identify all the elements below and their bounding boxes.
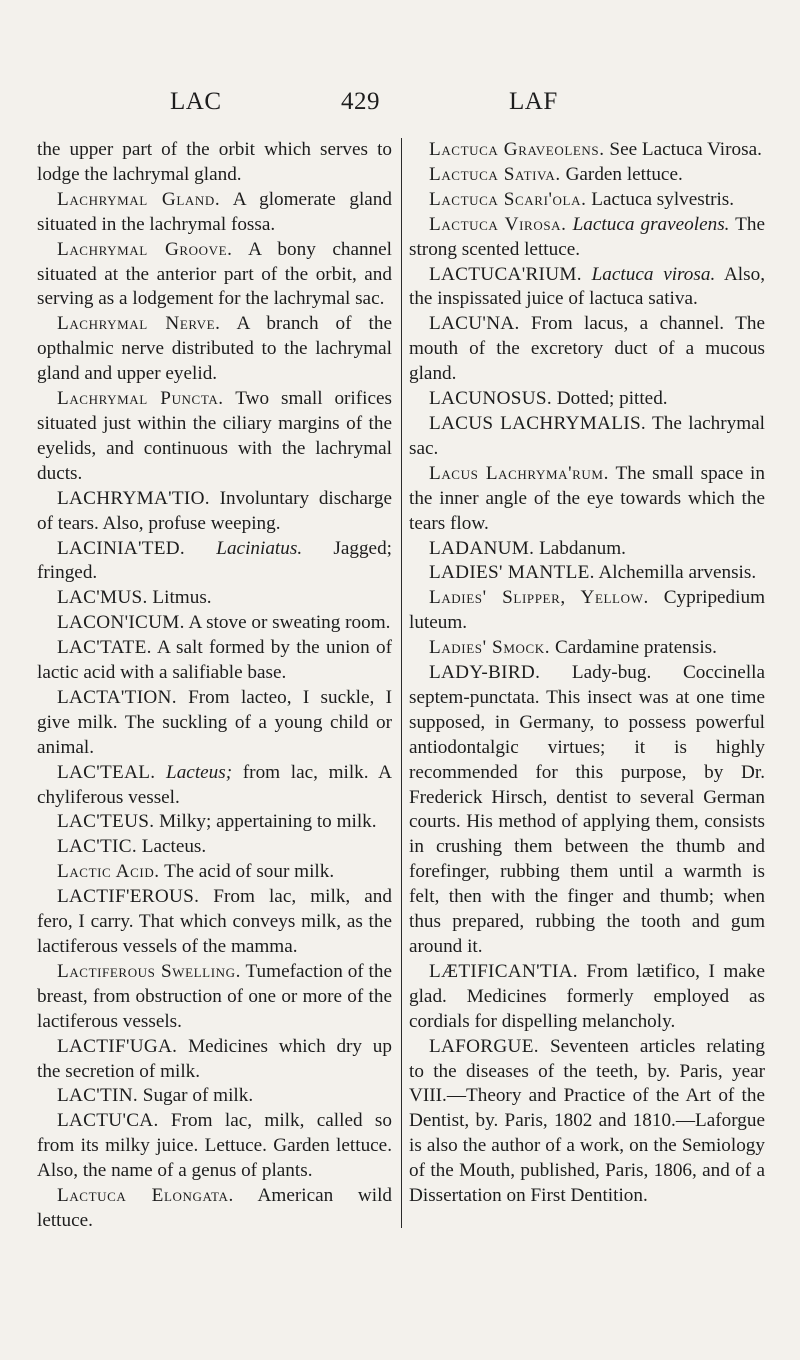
entry-definition: See Lactuca Virosa. [604,139,762,160]
entry-definition: A branch of the opthalmic nerve distributed to the lachrymal gland and upper eyelid. [37,313,392,385]
running-header [0,88,800,122]
entry-headword: LAC'TIN. [57,1085,138,1107]
entry-definition: Seventeen articles relating to the diseases of the teeth, by. Paris, year VIII.—Theory and Practice of the Art of the Dentist, by. Paris, 1802 and 1810.—Laforgue is also the author of a work, on the Semiology of the Mouth, published, Paris, 1806, and of a Dissertation on First Dentition. [409,1035,765,1207]
entry-definition: Also, the inspissated juice of lactuca sativa. [409,263,765,310]
dictionary-entry-ladies-slipper [409,586,765,636]
entry-definition: A stove or sweating room. [184,612,391,634]
entry-definition: Cardamine pratensis. [550,637,717,659]
entry-latin-term: Laciniatus. [216,537,303,559]
page-number: 429 [341,88,380,115]
header-left-guide-word: LAC [170,88,222,115]
entry-definition: The strong scented lettuce. [409,213,766,260]
entry-definition: Sugar of milk. [138,1085,254,1107]
entry-headword: Lachrymal Puncta. [57,388,224,410]
entry-definition: A salt formed by the union of lactic acid with a salifiable base. [37,637,392,684]
entry-definition: Alchemilla arvensis. [594,562,757,584]
entry-definition: Jagged; fringed. [37,537,392,584]
dictionary-entry-laetificantia [409,960,765,1035]
dictionary-entry-lactuca-graveolens [409,138,765,163]
entry-headword: LACUS LACHRYMALIS. [429,412,647,434]
dictionary-entry-lactuca-sativa [409,163,765,188]
dictionary-entry-lactic [37,835,392,860]
dictionary-entry-lactiferous [37,885,392,960]
entry-definition: Cypripedium luteum. [409,587,765,634]
entry-headword: LACUNOSUS. [429,388,552,410]
dictionary-entry-lactation [37,686,392,761]
entry-headword: Lactuca Scari'ola. [429,188,587,210]
dictionary-entry-lacus-lachrymalis [409,412,765,462]
dictionary-entry-lactic-acid [37,860,392,885]
entry-headword: LACU'NA. [429,313,520,335]
dictionary-entry-lady-bird [409,661,765,960]
entry-headword: Lactiferous Swelling. [57,960,242,982]
dictionary-entry-lactuca-scariola [409,188,765,213]
dictionary-entry-lactifuga [37,1035,392,1085]
entry-definition: The small space in the inner angle of the eye towards which the tears flow. [409,462,765,534]
entry-latin-term: Lactuca virosa. [591,263,716,285]
entry-headword: LACINIA'TED. [57,537,186,559]
entry-definition: Two small orifices situated just within the ciliary margins of the eyelids, and continuous with the lachrymal ducts. [37,388,392,484]
entry-definition: A bony channel situated at the anterior part of the orbit, and serving as a lodgement for the lachrymal sac. [37,238,392,310]
dictionary-entry-lacus-lachrymarum [409,462,765,537]
entry-definition: From lacus, a channel. The mouth of the excretory duct of a mucous gland. [409,313,765,385]
entry-definition: Tumefaction of the breast, from obstruction of one or more of the lactiferous vessels. [37,960,392,1032]
entry-headword: LACTA'TION. [57,686,177,708]
entry-definition: Lacteus. [136,836,207,858]
entry-headword: Lactuca Virosa. [429,213,567,235]
entry-headword: LACON'ICUM. [57,612,185,634]
dictionary-entry-lachrymal-groove [37,238,392,313]
entry-headword: Lactic Acid. [57,861,160,883]
entry-headword: Lacus Lachryma'rum. [429,462,609,484]
dictionary-entry-laciniated [37,537,392,587]
entry-latin-term: Lactuca graveolens. [572,213,730,235]
entry-headword: LAC'TEUS. [57,811,155,833]
dictionary-entry-lacmus [37,586,392,611]
dictionary-entry-lachrymatio [37,487,392,537]
entry-definition: Lactuca sylvestris. [586,188,735,210]
entry-definition: From lac, milk, called so from its milky juice. Lettuce. Garden lettuce. Also, the name of a genus of plants. [37,1110,392,1182]
entry-headword: Lactuca Graveolens. [429,139,605,160]
dictionary-entry-lactucarium [409,263,765,313]
dictionary-entry-lactin [37,1084,392,1109]
entry-headword: LACTIF'UGA. [57,1035,178,1057]
header-right-guide-word: LAF [509,88,558,115]
entry-definition: Involuntary discharge of tears. Also, profuse weeping. [37,487,392,534]
entry-definition: From lætifico, I make glad. Medicines formerly employed as cordials for dispelling melancholy. [409,960,765,1032]
entry-headword: Lachrymal Gland. [57,188,221,210]
entry-headword: LADANUM. [429,537,535,559]
dictionary-entry-ladies-smock [409,636,765,661]
dictionary-entry-cont-orbit [37,138,392,188]
entry-headword: LAC'TIC. [57,836,137,858]
dictionary-entry-lactate [37,636,392,686]
entry-definition: Litmus. [147,587,212,609]
dictionary-entry-lactuca-elongata [37,1184,392,1234]
dictionary-entry-lachrymal-nerve [37,312,392,387]
dictionary-entry-lachrymal-puncta [37,387,392,487]
entry-definition: A glomerate gland situated in the lachrymal fossa. [37,188,392,235]
entry-headword: LAC'MUS. [57,587,148,609]
entry-definition: from lac, milk. A chyliferous vessel. [37,761,393,808]
entry-latin-term: Lacteus; [166,761,233,783]
dictionary-entry-ladanum [409,537,765,562]
entry-definition: From lac, milk, and fero, I carry. That which conveys milk, as the lactiferous vessels of the mamma. [37,886,392,957]
entry-definition: The acid of sour milk. [159,861,335,883]
entry-headword: LADY-BIRD. [429,662,541,684]
entry-headword: LACTIF'EROUS. [57,886,200,908]
dictionary-entry-lactuca [37,1109,392,1184]
entry-definition: Labdanum. [534,537,626,559]
entry-headword: Lactuca Elongata. [57,1185,234,1207]
entry-headword: Lactuca Sativa. [429,163,561,185]
entry-headword: Lachrymal Groove. [57,238,233,260]
dictionary-entry-lacteal [37,761,392,811]
dictionary-entry-lactiferous-swelling [37,960,392,1035]
entry-headword: LÆTIFICAN'TIA. [429,960,578,982]
dictionary-entry-laforgue [409,1035,765,1209]
right-column [409,138,765,1209]
entry-definition: American wild lettuce. [37,1185,392,1231]
dictionary-entry-lacunosus [409,387,765,412]
entry-definition: Milky; appertaining to milk. [154,811,377,833]
entry-headword: Lachrymal Nerve. [57,313,221,335]
left-column [37,138,392,1234]
entry-definition: Garden lettuce. [560,163,683,185]
entry-headword: LAC'TEAL. [57,761,156,783]
entry-headword: LADIES' MANTLE. [429,562,595,584]
entry-definition: From lacteo, I suckle, I give milk. The suckling of a young child or animal. [37,686,392,758]
dictionary-entry-lacuna [409,312,765,387]
dictionary-entry-laconicum [37,611,392,636]
dictionary-entry-lacteus [37,810,392,835]
dictionary-entry-ladies-mantle [409,561,765,586]
dictionary-entry-lachrymal-gland [37,188,392,238]
column-divider [401,138,402,1228]
entry-definition: the upper part of the orbit which serves to lodge the lachrymal gland. [37,139,392,185]
entry-definition: Dotted; pitted. [551,388,668,410]
entry-headword: LACTUCA'RIUM. [429,263,582,285]
entry-headword: LAFORGUE. [429,1035,539,1057]
entry-definition: Medicines which dry up the secretion of milk. [37,1035,392,1082]
entry-definition: The lachrymal sac. [409,412,765,459]
dictionary-entry-lactuca-virosa [409,213,765,263]
entry-headword: LAC'TATE. [57,637,152,659]
entry-headword: Ladies' Smock. [429,637,551,659]
entry-headword: Ladies' Slipper, Yellow. [429,587,649,609]
entry-headword: LACTU'CA. [57,1110,159,1132]
entry-headword: LACHRYMA'TIO. [57,487,210,509]
entry-definition: Lady-bug. Coccinella septem-punctata. This insect was at one time supposed, in Germany, to possess powerful antiodontalgic virtues; it is highly recommended for this purpose, by Dr. Frederick Hirsch, dentist to several German courts. His method of applying them, consists in crushing them between the thumb and forefinger, rubbing them until a warmth is felt, then with the finger and thumb; when thus prepared, rubbing the tooth and gum around it. [409,662,765,957]
